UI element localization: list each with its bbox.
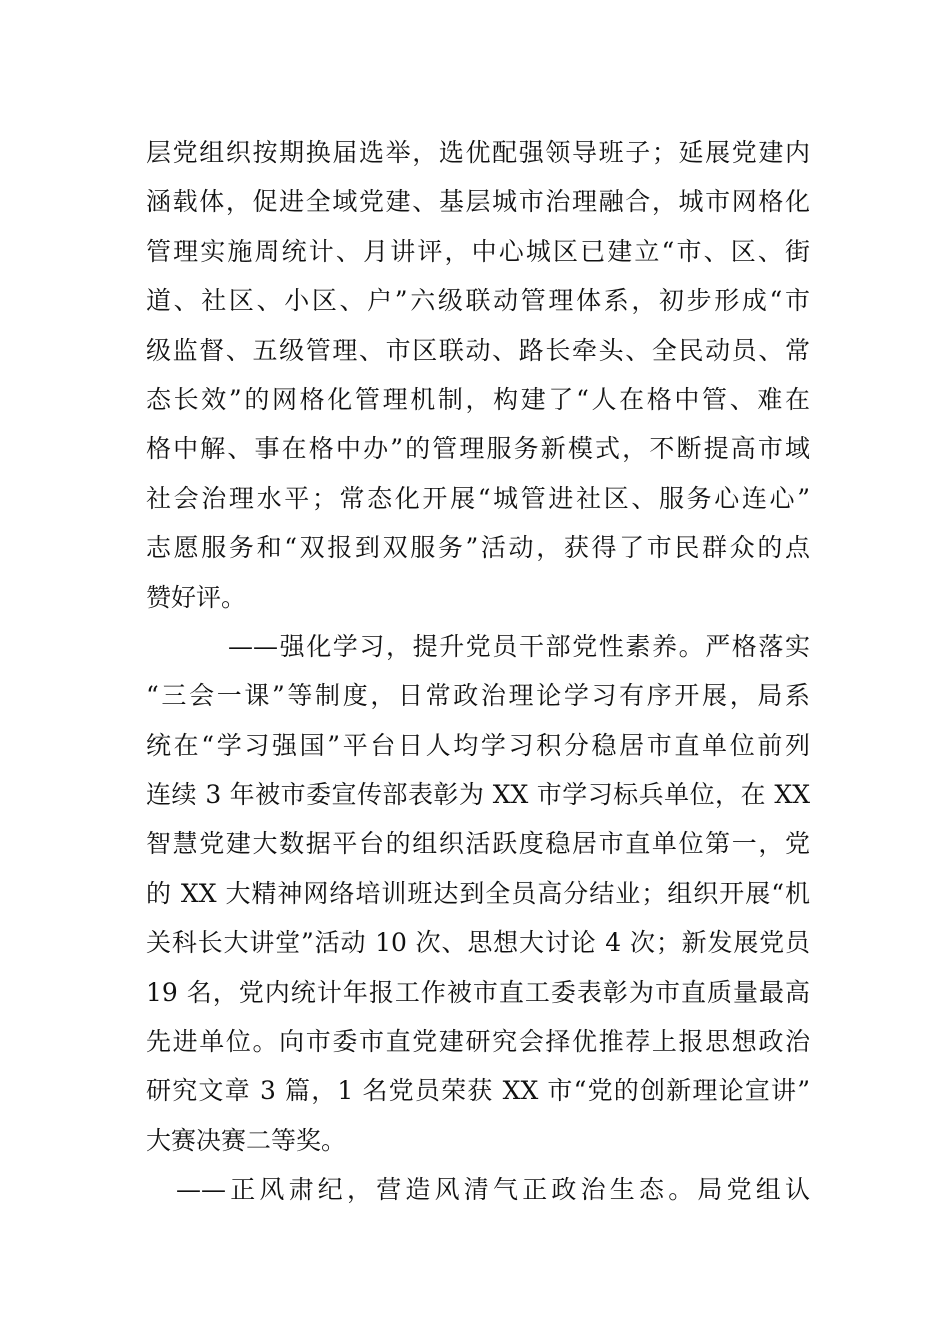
text-line: 层党组织按期换届选举，选优配强领导班子；延展党建内 <box>146 138 810 167</box>
text-line: 大赛决赛二等奖。 <box>146 1125 347 1155</box>
paragraph-heading-line: ——正风肃纪，营造风清气正政治生态。局党组认 <box>176 1175 810 1205</box>
text-line: “三会一课”等制度，日常政治理论学习有序开展，局系 <box>146 681 810 711</box>
text-line: 的 XX 大精神网络培训班达到全员高分结业；组织开展“机 <box>146 878 810 908</box>
text-line: 研究文章 3 篇，1 名党员荣获 XX 市“党的创新理论宣讲” <box>146 1076 810 1106</box>
text-line: 道、社区、小区、户”六级联动管理体系，初步形成“市 <box>146 286 810 316</box>
text-line: 级监督、五级管理、市区联动、路长牵头、全民动员、常 <box>146 335 810 365</box>
paragraph-strengthen-learning <box>146 622 810 1165</box>
paragraph-grassroots-governance <box>146 128 810 622</box>
text-line: 志愿服务和“双报到双服务”活动，获得了市民群众的点 <box>146 533 810 563</box>
text-line: 态长效”的网格化管理机制，构建了“人在格中管、难在 <box>146 384 810 414</box>
text-line: 管理实施周统计、月讲评，中心城区已建立“市、区、街 <box>146 236 810 266</box>
paragraph-discipline <box>146 1165 810 1214</box>
text-line: 先进单位。向市委市直党建研究会择优推荐上报思想政治 <box>146 1027 810 1057</box>
text-line: 关科长大讲堂”活动 10 次、思想大讨论 4 次；新发展党员 <box>146 928 810 958</box>
text-line: 统在“学习强国”平台日人均学习积分稳居市直单位前列 <box>146 730 810 760</box>
text-line: 格中解、事在格中办”的管理服务新模式，不断提高市域 <box>146 434 810 464</box>
text-line: 19 名，党内统计年报工作被市直工委表彰为市直质量最高 <box>146 977 810 1007</box>
text-line: 智慧党建大数据平台的组织活跃度稳居市直单位第一，党 <box>146 829 810 859</box>
document-body <box>146 128 810 1215</box>
paragraph-heading-line: ——强化学习，提升党员干部党性素养。严格落实 <box>228 631 810 661</box>
text-line: 连续 3 年被市委宣传部表彰为 XX 市学习标兵单位，在 XX <box>146 780 810 810</box>
text-line: 涵载体，促进全域党建、基层城市治理融合，城市网格化 <box>146 187 810 217</box>
text-line: 社会治理水平；常态化开展“城管进社区、服务心连心” <box>146 483 810 513</box>
text-line: 赞好评。 <box>146 582 247 612</box>
